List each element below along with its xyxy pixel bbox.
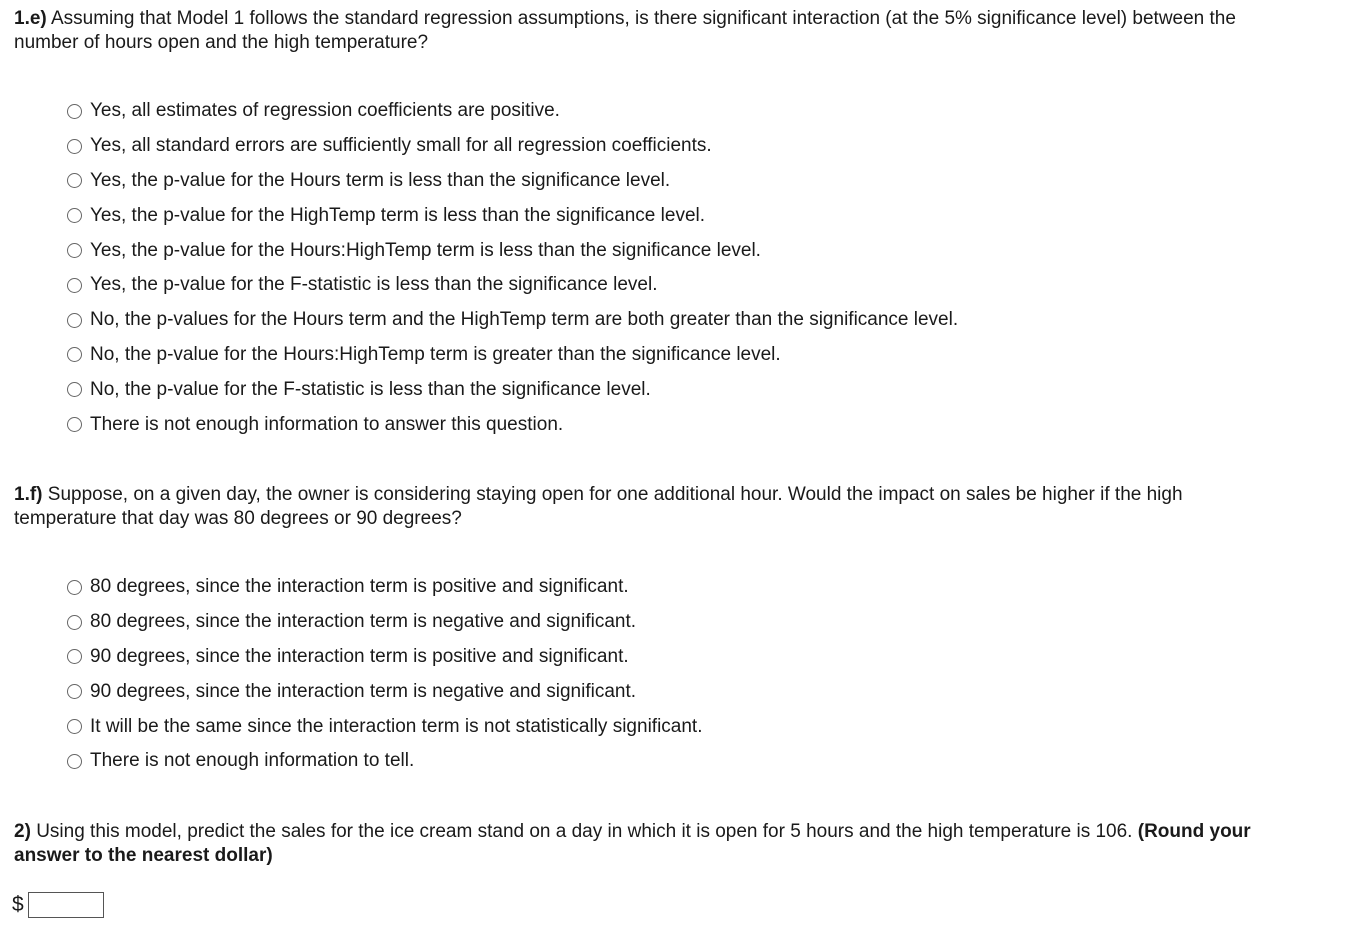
question-number: 1.f) — [14, 484, 43, 505]
option-label: 80 degrees, since the interaction term is positive and significant. — [90, 576, 629, 598]
option-1e-7[interactable] — [67, 338, 958, 373]
radio-button[interactable] — [67, 719, 82, 734]
radio-button[interactable] — [67, 382, 82, 397]
radio-button[interactable] — [67, 649, 82, 664]
sales-answer-input[interactable] — [28, 892, 104, 918]
radio-button[interactable] — [67, 754, 82, 769]
option-label: Yes, the p-value for the F-statistic is less than the significance level. — [90, 274, 658, 296]
radio-button[interactable] — [67, 278, 82, 293]
option-label: Yes, the p-value for the Hours:HighTemp term is less than the significance level. — [90, 239, 761, 261]
radio-button[interactable] — [67, 104, 82, 119]
radio-button[interactable] — [67, 684, 82, 699]
option-1f-4[interactable] — [67, 709, 702, 744]
radio-button[interactable] — [67, 615, 82, 630]
radio-button[interactable] — [67, 347, 82, 362]
option-label: No, the p-values for the Hours term and the HighTemp term are both greater than the significance level. — [90, 309, 959, 331]
option-1e-0[interactable] — [67, 94, 958, 129]
question-1f — [14, 483, 1264, 531]
options-1e — [67, 94, 958, 442]
option-1f-0[interactable] — [67, 570, 702, 605]
question-2 — [14, 820, 1264, 868]
option-1f-1[interactable] — [67, 605, 702, 640]
option-label: It will be the same since the interaction term is not statistically significant. — [90, 715, 703, 737]
option-label: There is not enough information to answer this question. — [90, 413, 564, 435]
option-1e-3[interactable] — [67, 198, 958, 233]
option-1e-8[interactable] — [67, 372, 958, 407]
question-text: Assuming that Model 1 follows the standard regression assumptions, is there significant interaction (at the 5% significance level) between the number of hours open and the high temperature? — [14, 8, 1236, 53]
question-number: 2) — [14, 821, 31, 842]
option-label: No, the p-value for the Hours:HighTemp term is greater than the significance level. — [90, 343, 781, 365]
option-1e-1[interactable] — [67, 129, 958, 164]
option-1f-3[interactable] — [67, 674, 702, 709]
radio-button[interactable] — [67, 417, 82, 432]
option-label: 90 degrees, since the interaction term is positive and significant. — [90, 645, 629, 667]
question-text: Using this model, predict the sales for the ice cream stand on a day in which it is open for 5 hours and the high temperature is 106. — [36, 821, 1133, 842]
answer-row — [12, 892, 104, 918]
question-text: Suppose, on a given day, the owner is considering staying open for one additional hour. Would the impact on sales be higher if the high temperature that day was 80 degrees or 90 degrees? — [14, 484, 1183, 529]
option-label: 80 degrees, since the interaction term is negative and significant. — [90, 611, 637, 633]
radio-button[interactable] — [67, 313, 82, 328]
option-1f-5[interactable] — [67, 744, 702, 779]
option-1e-9[interactable] — [67, 407, 958, 442]
option-1e-5[interactable] — [67, 268, 958, 303]
radio-button[interactable] — [67, 580, 82, 595]
question-number: 1.e) — [14, 8, 47, 29]
option-label: 90 degrees, since the interaction term is negative and significant. — [90, 680, 637, 702]
radio-button[interactable] — [67, 173, 82, 188]
radio-button[interactable] — [67, 208, 82, 223]
options-1f — [67, 570, 702, 779]
radio-button[interactable] — [67, 243, 82, 258]
option-label: Yes, the p-value for the Hours term is less than the significance level. — [90, 169, 671, 191]
option-label: There is not enough information to tell. — [90, 750, 415, 772]
option-1e-2[interactable] — [67, 164, 958, 199]
radio-button[interactable] — [67, 139, 82, 154]
option-label: Yes, the p-value for the HighTemp term is less than the significance level. — [90, 204, 706, 226]
currency-symbol: $ — [12, 893, 24, 916]
option-1e-6[interactable] — [67, 303, 958, 338]
question-1e — [14, 7, 1264, 55]
option-label: Yes, all standard errors are sufficiently small for all regression coefficients. — [90, 135, 712, 157]
option-1e-4[interactable] — [67, 233, 958, 268]
option-label: No, the p-value for the F-statistic is less than the significance level. — [90, 378, 651, 400]
option-1f-2[interactable] — [67, 640, 702, 675]
option-label: Yes, all estimates of regression coefficients are positive. — [90, 100, 560, 122]
question-instruction: (Round your answer to the nearest dollar) — [14, 821, 1251, 866]
